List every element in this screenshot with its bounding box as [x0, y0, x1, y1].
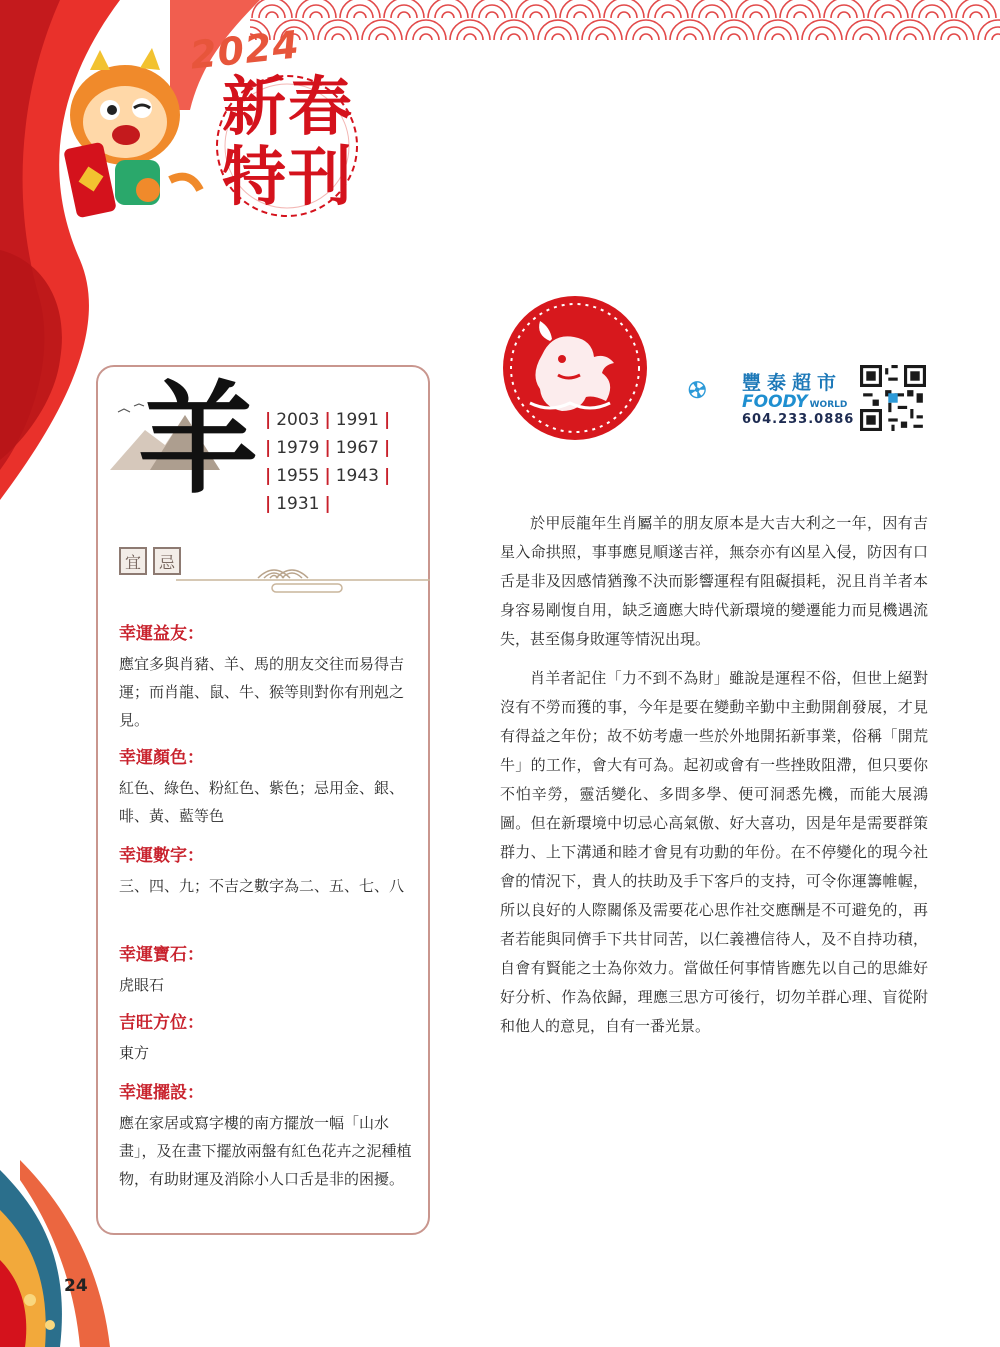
years-row: | 1955 | 1943 | — [265, 466, 391, 486]
issue-title-block — [182, 22, 392, 218]
years-row: | 2003 | 1991 | — [265, 410, 391, 430]
article-paragraph: 於甲辰龍年生肖屬羊的朋友原本是大吉大利之一年，因有吉星入命拱照，事事應見順遂吉祥，無奈亦有凶星入侵，防因有口舌是非及因感情猶豫不決而影響運程有阻礙損耗，況且肖羊者本身容易剛愎自用，缺乏適應大時代新環境的變遷能力而見機遇流失，甚至傷身敗運等情況出現。 — [500, 514, 928, 648]
section-title: 幸運顏色： — [119, 748, 204, 768]
section-body: 東方 — [119, 1044, 150, 1062]
seal-ji: 忌 — [153, 547, 181, 575]
wave-cloud-ornament — [176, 560, 430, 600]
year-value: 1955 — [276, 466, 320, 486]
yi-ji-seals — [119, 547, 181, 575]
zodiac-character: 羊 — [138, 369, 258, 510]
sponsor-name-en — [742, 392, 847, 412]
year-value: 2003 — [276, 410, 320, 430]
section-body: 虎眼石 — [119, 976, 165, 994]
section-body: 紅色、綠色、粉紅色、紫色；忌用金、銀、啡、黃、藍等色 — [119, 779, 405, 825]
section-title: 幸運擺設： — [119, 1083, 204, 1103]
goat-papercut-icon — [500, 293, 650, 443]
fortune-article — [500, 509, 928, 1051]
sponsor-name-en-small: WORLD — [809, 400, 848, 410]
section-title: 幸運數字： — [119, 846, 204, 866]
page-number: 24 — [64, 1276, 88, 1296]
section-lucky-gem — [119, 940, 414, 999]
issue-title-line2: 特刊 — [222, 140, 354, 215]
section-body: 應宜多與肖豬、羊、馬的朋友交往而易得吉運；而肖龍、鼠、牛、猴等則對你有刑剋之見。 — [119, 655, 405, 729]
section-lucky-numbers — [119, 841, 414, 900]
year-value: 1991 — [335, 410, 379, 430]
dragon-tail-decoration — [0, 1150, 130, 1347]
section-lucky-colors — [119, 743, 414, 830]
section-lucky-decor — [119, 1078, 414, 1193]
dragon-mascot-illustration — [30, 30, 205, 230]
article-paragraph: 肖羊者記住「力不到不為財」雖說是運程不俗，但世上絕對沒有不勞而獲的事，今年是要在變動辛勤中主動開創發展，才見有得益之年份；故不妨考慮一些於外地開拓新事業，俗稱「開荒牛」的工作，會大有可為。起初或會有一些挫敗阻滯，但只要你不怕辛勞，靈活變化、多問多學、便可洞悉先機，而能大展鴻圖。但在新環境中切忌心高氣傲、好大喜功，因是年是需要群策群力、上下溝通和睦才會見有功勳的年份。在不停變化的現今社會的情況下，貴人的扶助及手下客戶的支持，可令你運籌帷幄，所以良好的人際關係及需要花心思作社交應酬是不可避免的，再者若能與同儕手下共甘同苦，以仁義禮信待人，及不自持功積，自會有賢能之士為你效力。當做任何事情皆應先以自己的思維好好分析、作為依歸，理應三思方可後行，切勿羊群心理、盲從附和他人的意見，自有一番光景。 — [500, 669, 928, 1035]
section-title: 幸運益友： — [119, 624, 204, 644]
year-value: 1943 — [335, 466, 379, 486]
qr-code-icon[interactable] — [860, 365, 926, 431]
section-title: 吉旺方位： — [119, 1013, 204, 1033]
sponsor-name-en-main: FOODY — [742, 392, 808, 412]
year-value: 1967 — [335, 438, 379, 458]
section-lucky-friends — [119, 619, 414, 734]
year-value: 1931 — [276, 494, 320, 514]
sponsor-phone: 604.233.0886 — [742, 412, 855, 427]
section-body: 三、四、九；不吉之數字為二、五、七、八 — [119, 877, 405, 895]
foody-world-logo-mark — [688, 364, 744, 420]
sponsor-name-cn: 豐泰超市 — [742, 372, 843, 394]
issue-title-line1: 新春 — [222, 70, 354, 145]
section-title: 幸運寶石： — [119, 945, 204, 965]
years-row: | 1931 | — [265, 494, 331, 514]
section-lucky-direction — [119, 1008, 414, 1067]
zodiac-years — [265, 406, 395, 518]
years-row: | 1979 | 1967 | — [265, 438, 391, 458]
year-value: 1979 — [276, 438, 320, 458]
seal-yi: 宜 — [119, 547, 147, 575]
section-body: 應在家居或寫字樓的南方擺放一幅「山水畫」，及在畫下擺放兩盤有紅色花卉之泥種植物，有助財運及消除小人口舌是非的困擾。 — [119, 1114, 412, 1188]
issue-year: 2024 — [188, 22, 302, 78]
